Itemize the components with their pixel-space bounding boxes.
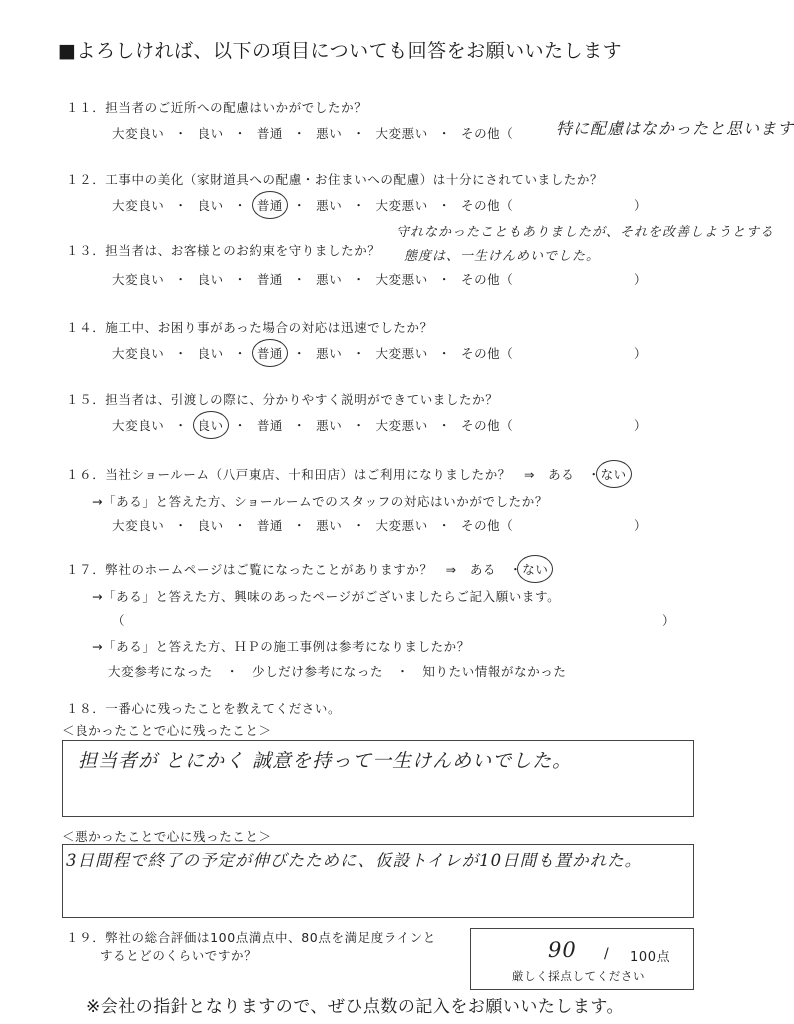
question-17-text: １７．弊社のホームページはご覧になったことがありますか？ ⇒ ある ・ <box>66 562 523 577</box>
q17-followup-pages: →「ある」と答えた方、興味のあったページがございましたらご記入願います。 <box>92 589 561 604</box>
q17-example-choices: 大変参考になった ・ 少しだけ参考になった ・ 知りたい情報がなかった <box>108 664 567 679</box>
q12-option-bad[interactable]: 悪い <box>316 198 343 213</box>
bad-memory-label: ＜悪かったことで心に残ったこと＞ <box>62 829 272 844</box>
score-slash: / <box>604 946 610 962</box>
q16-other-close: ） <box>634 518 648 533</box>
q13-option-very-bad[interactable]: 大変悪い <box>375 272 428 287</box>
q14-option-very-good[interactable]: 大変良い <box>112 346 165 361</box>
q14-other-close: ） <box>634 346 648 361</box>
question-16 <box>66 465 627 483</box>
q11-option-very-bad[interactable]: 大変悪い <box>375 126 428 141</box>
question-11: １１．担当者のご近所への配慮はいかがでしたか？ <box>66 100 368 115</box>
q15-option-good-selected[interactable]: 良い <box>197 418 224 433</box>
q12-option-other[interactable]: その他（ <box>460 198 514 213</box>
q15-option-normal[interactable]: 普通 <box>256 418 284 433</box>
q13-option-very-good[interactable]: 大変良い <box>112 272 165 287</box>
q16-option-very-good[interactable]: 大変良い <box>112 518 165 533</box>
score-max: 100点 <box>630 950 671 965</box>
q11-option-other[interactable]: その他（ <box>460 126 514 141</box>
q13-option-normal[interactable]: 普通 <box>256 272 284 287</box>
q11-option-good[interactable]: 良い <box>197 126 224 141</box>
q14-option-normal-selected[interactable]: 普通 <box>256 346 284 361</box>
question-14: １４．施工中、お困り事があった場合の対応は迅速でしたか？ <box>66 320 433 335</box>
q12-other-close: ） <box>634 198 648 213</box>
q16-option-bad[interactable]: 悪い <box>316 518 343 533</box>
question-19-line2: するとどのくらいですか？ <box>100 948 258 963</box>
q14-option-bad[interactable]: 悪い <box>316 346 343 361</box>
question-13: １３．担当者は、お客様とのお約束を守りましたか？ <box>66 243 381 258</box>
q13-option-bad[interactable]: 悪い <box>316 272 343 287</box>
q11-option-normal[interactable]: 普通 <box>256 126 284 141</box>
q12-option-very-bad[interactable]: 大変悪い <box>375 198 428 213</box>
score-handwritten: 90 <box>548 938 577 962</box>
q13-option-other[interactable]: その他（ <box>460 272 514 287</box>
question-16-text: １６．当社ショールーム（八戸東店、十和田店）はご利用になりましたか？ ⇒ ある ・ <box>66 467 601 482</box>
q17-option-none-selected[interactable]: ない <box>522 562 549 577</box>
q15-options: 大変良い ・ 良い ・ 普通 ・ 悪い ・ 大変悪い ・ その他（ <box>112 418 514 433</box>
bad-memory-handwritten: 3日間程で終了の予定が伸びたために、仮設トイレが10日間も置かれた。 <box>66 851 643 870</box>
question-12: １２．工事中の美化（家財道具への配慮・お住まいへの配慮）は十分にされていましたか？ <box>66 172 604 187</box>
q16-options: 大変良い ・ 良い ・ 普通 ・ 悪い ・ 大変悪い ・ その他（ <box>112 518 514 533</box>
q13-handwritten-answer-line1: 守れなかったこともありましたが、それを改善しようとする <box>396 225 775 240</box>
q16-option-very-bad[interactable]: 大変悪い <box>375 518 428 533</box>
q12-option-very-good[interactable]: 大変良い <box>112 198 165 213</box>
q11-handwritten-answer: 特に配慮はなかったと思います <box>556 119 794 138</box>
good-memory-label: ＜良かったことで心に残ったこと＞ <box>62 723 272 738</box>
q16-option-other[interactable]: その他（ <box>460 518 514 533</box>
q16-option-normal[interactable]: 普通 <box>256 518 284 533</box>
q16-option-none-selected[interactable]: ない <box>600 467 627 482</box>
q12-option-good[interactable]: 良い <box>197 198 224 213</box>
q13-other-close: ） <box>634 272 648 287</box>
q15-option-very-good[interactable]: 大変良い <box>112 418 165 433</box>
question-15: １５．担当者は、引渡しの際に、分かりやすく説明ができていましたか？ <box>66 392 499 407</box>
q15-option-other[interactable]: その他（ <box>460 418 514 433</box>
survey-header: ■よろしければ、以下の項目についても回答をお願いいたします <box>58 40 623 62</box>
q14-option-good[interactable]: 良い <box>197 346 224 361</box>
q11-option-bad[interactable]: 悪い <box>316 126 343 141</box>
question-17 <box>66 560 548 578</box>
score-note: 厳しく採点してください <box>512 969 646 983</box>
q13-options: 大変良い ・ 良い ・ 普通 ・ 悪い ・ 大変悪い ・ その他（ <box>112 272 514 287</box>
q13-handwritten-answer-line2: 態度は、一生けんめいでした。 <box>404 249 601 264</box>
q15-option-very-bad[interactable]: 大変悪い <box>375 418 428 433</box>
q11-option-very-good[interactable]: 大変良い <box>112 126 165 141</box>
q16-option-good[interactable]: 良い <box>197 518 224 533</box>
q13-option-good[interactable]: 良い <box>197 272 224 287</box>
q15-option-bad[interactable]: 悪い <box>316 418 343 433</box>
q17-pages-close: ） <box>662 613 676 628</box>
q12-option-normal-selected[interactable]: 普通 <box>256 198 284 213</box>
q14-options: 大変良い ・ 良い ・ 普通 ・ 悪い ・ 大変悪い ・ その他（ <box>112 346 514 361</box>
q14-option-other[interactable]: その他（ <box>460 346 514 361</box>
good-memory-handwritten: 担当者が とにかく 誠意を持って一生けんめいでした。 <box>78 750 573 772</box>
q11-options: 大変良い ・ 良い ・ 普通 ・ 悪い ・ 大変悪い ・ その他（ <box>112 126 514 141</box>
q17-followup-examples: →「ある」と答えた方、ＨＰの施工事例は参考になりましたか？ <box>92 639 470 654</box>
q17-pages-open: （ <box>112 613 126 628</box>
question-19-line1: １９．弊社の総合評価は100点満点中、80点を満足度ラインと <box>66 930 436 945</box>
q14-option-very-bad[interactable]: 大変悪い <box>375 346 428 361</box>
footer-note: ※会社の指針となりますので、ぜひ点数の記入をお願いいたします。 <box>86 997 625 1017</box>
q16-followup: →「ある」と答えた方、ショールームでのスタッフの対応はいかがでしたか？ <box>92 494 548 509</box>
q12-options: 大変良い ・ 良い ・ 普通 ・ 悪い ・ 大変悪い ・ その他（ <box>112 198 514 213</box>
q15-other-close: ） <box>634 418 648 433</box>
question-18: １８．一番心に残ったことを教えてください。 <box>66 701 342 716</box>
